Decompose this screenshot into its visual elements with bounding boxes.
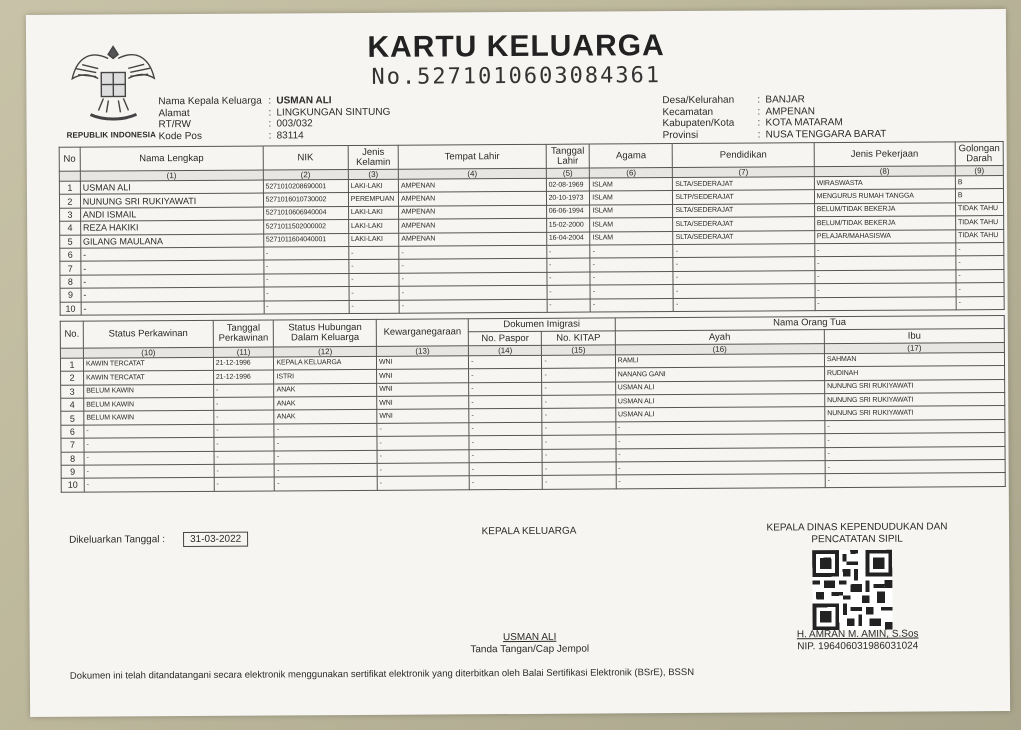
table-cell: 7 [61,438,84,452]
table-cell: - [213,397,274,411]
table-cell: - [81,247,264,262]
th-pendidikan: Pendidikan [673,143,814,168]
table-cell: B [955,176,1003,190]
table-cell: 8 [61,452,84,466]
table-cell: - [815,296,956,310]
table-cell: - [264,287,349,301]
rtrw-value: 003/032 [276,118,313,130]
table-cell: - [547,258,591,272]
th-nik: NIK [263,146,348,171]
table-cell: - [815,256,956,270]
th-tanggal-lahir: Tanggal Lahir [546,144,590,168]
table-cell: WNI [376,356,468,370]
republik-indonesia-label: REPUBLIK INDONESIA [66,130,157,140]
table-cell: 21-12-1996 [213,357,274,371]
table-cell: - [81,274,264,289]
table-cell: - [349,246,399,260]
colnum: (7) [673,167,814,178]
colnum: (11) [213,347,274,357]
table-cell: - [274,423,377,437]
dinas-title [747,521,967,546]
table-cell: - [547,285,591,299]
header-left-info: Nama Kepala Keluarga : USMAN ALI Alamat : LINGKUNGAN SINTUNG RT/RW : 003/032 Kode Pos : 83114 [158,95,391,142]
table-cell: SLTA/SEDERAJAT [673,203,814,217]
provinsi-label: Provinsi [662,129,699,141]
table-cell: - [469,369,542,383]
table-cell: 8 [60,275,81,289]
table-cell: - [542,381,615,395]
table-cell: - [590,285,673,299]
table-cell: - [81,260,264,275]
table-cell: - [377,463,469,477]
table-cell: - [263,246,348,260]
table-cell: - [825,433,1005,447]
garuda-emblem-icon [68,38,159,129]
table-cell: 4 [60,221,81,235]
th-tempat-lahir: Tempat Lahir [398,144,546,169]
table1-body [59,176,1004,316]
table-cell: USMAN ALI [615,407,824,422]
table-cell: KAWIN TERCATAT [84,371,214,385]
table-cell: 10 [60,302,81,316]
table-cell: NUNUNG SRI RUKIYAWATI [825,406,1005,420]
table-cell: KAWIN TERCATAT [83,357,213,371]
table-cell: PELAJAR/MAHASISWA [814,229,955,243]
colnum: (5) [546,168,590,178]
colnum: (3) [348,169,398,179]
table-cell: NANANG GANI [615,367,824,382]
official-nip: NIP. 196406031986031024 [797,640,919,653]
table-cell: LAKI-LAKI [348,206,398,220]
table-cell: GILANG MAULANA [80,234,263,249]
table-cell: 5 [60,235,81,249]
table-cell: 5 [61,411,84,425]
alamat-value: LINGKUNGAN SINTUNG [276,106,391,118]
table-cell: AMPENAN [399,205,547,219]
table-cell: - [542,435,615,449]
table-cell: 2 [61,371,84,385]
issued-date-section [69,532,248,548]
table-cell: USMAN ALI [80,180,263,195]
table-cell: BELUM/TIDAK BEKERJA [814,203,955,217]
table-cell: WNI [377,382,469,396]
table-cell: 10 [61,478,84,492]
table-cell: 9 [60,288,81,302]
table-cell: ISLAM [590,231,673,245]
colnum: (16) [615,343,824,354]
th2-kitap: No. KITAP [542,331,615,345]
table-cell: PEREMPUAN [348,193,398,207]
table-cell: - [616,447,825,462]
kepala-keluarga-label: Nama Kepala Keluarga [158,95,262,108]
table-cell: - [825,473,1005,487]
table-cell: - [825,459,1005,473]
table-cell: 20-10-1973 [546,191,590,205]
table-cell: - [84,464,214,478]
table-cell: - [264,300,349,314]
table-cell: 5271011604040001 [263,233,348,247]
table-cell: MENGURUS RUMAH TANGGA [814,189,955,203]
kabupaten-value: KOTA MATARAM [765,117,843,129]
table-cell: - [542,462,615,476]
kartu-keluarga-document [26,9,1010,717]
th-golongan-darah: Golongan Darah [955,142,1003,166]
table-cell: - [377,423,469,437]
th-nama: Nama Lengkap [80,146,263,171]
table-cell: SLTP/SEDERAJAT [673,190,814,204]
table-cell: - [469,462,542,476]
table-cell: - [590,298,673,312]
table-cell: ISLAM [590,218,673,232]
table-cell: 5271010606940004 [263,206,348,220]
table-cell: BELUM KAWIN [84,397,214,411]
table-cell: - [956,296,1004,310]
official-name: H. AMRAN M. AMIN, S.Sos [796,628,919,641]
table-cell: - [275,463,378,477]
kecamatan-value: AMPENAN [765,105,815,117]
table-cell: - [590,258,673,272]
table-cell: B [955,189,1003,203]
issued-date: 31-03-2022 [183,532,248,547]
table-cell: - [275,477,378,491]
table-cell: 06-06-1994 [546,205,590,219]
table-cell: WNI [377,396,469,410]
table-cell: - [547,272,591,286]
table-cell: - [399,245,547,259]
table-cell: WNI [377,409,469,423]
table-cell: - [616,474,825,489]
table-cell: RAMLI [615,353,824,368]
th2-dokumen: Dokumen Imigrasi [468,318,615,332]
table-cell: - [542,368,615,382]
issued-label: Dikeluarkan Tanggal : [69,534,166,546]
th2-hubungan: Status Hubungan Dalam Keluarga [274,319,377,346]
colnum: (8) [814,166,955,177]
colnum: (15) [542,345,615,355]
colnum: (12) [274,346,377,357]
header-right-info: Desa/Kelurahan : BANJAR Kecamatan : AMPENAN Kabupaten/Kota : KOTA MATARAM Provinsi : NUSA TENGGARA BARAT [662,94,887,141]
table-cell: 02-08-1969 [546,178,590,192]
table2-body [60,352,1005,492]
colnum: (4) [398,168,546,179]
table-cell: - [264,273,349,287]
table-cell: ANAK [274,410,377,424]
table-cell: - [469,409,542,423]
table-cell: AMPENAN [399,232,547,246]
table-cell: - [81,287,264,302]
table-cell: - [815,283,956,297]
desa-label: Desa/Kelurahan [662,94,735,107]
table-cell: - [399,272,547,286]
table-cell: LAKI-LAKI [348,219,398,233]
table-cell: BELUM KAWIN [84,411,214,425]
kodepos-value: 83114 [276,129,304,141]
table-cell: - [469,476,542,490]
desa-value: BANJAR [765,94,805,106]
table-cell: 1 [60,358,83,372]
table-cell: - [469,355,542,369]
table-cell: 6 [61,425,84,439]
table-cell: - [84,478,214,492]
table-cell: USMAN ALI [615,394,824,409]
table-cell: TIDAK TAHU [955,202,1003,216]
table-cell: - [469,395,542,409]
table-cell: SLTA/SEDERAJAT [673,230,814,244]
kepala-keluarga-signature-name: USMAN ALI [502,631,557,644]
table-cell: SLTA/SEDERAJAT [673,177,814,191]
table-cell: 1 [59,181,80,195]
th2-ayah: Ayah [615,330,824,345]
dinas-line1: KEPALA DINAS KEPENDUDUKAN DAN [766,521,948,534]
table-cell: AMPENAN [399,218,547,232]
table-cell: ANDI ISMAIL [80,207,263,222]
th-no: No [59,147,80,171]
table-cell: - [616,461,825,476]
table-cell: - [274,436,377,450]
family-status-table [60,315,1006,492]
table-cell: 21-12-1996 [213,370,274,384]
qr-code-icon [812,550,892,630]
colnum: (9) [955,166,1003,176]
table-cell: - [825,419,1005,433]
th2-ibu: Ibu [824,329,1004,343]
kepala-keluarga-value: USMAN ALI [276,95,332,107]
table-cell: - [214,410,275,424]
table-cell: LAKI-LAKI [349,233,399,247]
table-cell: - [814,243,955,257]
table-cell: KEPALA KELUARGA [274,356,377,370]
table-cell: - [214,424,275,438]
table-cell: - [673,284,814,298]
table-cell: - [673,244,814,258]
table-cell: - [349,286,399,300]
th2-no: No. [60,321,83,348]
table-cell: BELUM KAWIN [84,384,214,398]
table-cell: - [956,242,1004,256]
th2-status: Status Perkawinan [83,320,213,348]
table-cell: LAKI-LAKI [348,179,398,193]
colnum: (17) [824,342,1004,353]
table-cell: - [213,384,274,398]
table-cell: 5271016010730002 [263,193,348,207]
dinas-line2: PENCATATAN SIPIL [811,533,903,546]
table-cell: BELUM/TIDAK BEKERJA [814,216,955,230]
table-cell: - [542,355,615,369]
th2-tanggal: Tanggal Perkawinan [213,320,274,347]
table-cell: ISTRI [274,370,377,384]
colnum: (13) [376,346,468,357]
table-cell: - [469,422,542,436]
alamat-label: Alamat [158,107,190,119]
table-cell: - [543,475,616,489]
table-cell: 7 [60,262,81,276]
table-cell: 16-04-2004 [546,232,590,246]
kepala-keluarga-label: KEPALA KELUARGA [481,525,577,538]
table-cell: - [956,283,1004,297]
table-cell: - [84,437,214,451]
table-cell: 3 [61,385,84,399]
table-cell: - [399,299,547,313]
table-cell: - [214,451,275,465]
table-cell: WNI [377,369,469,383]
signature-label: Tanda Tangan/Cap Jempol [470,643,590,656]
table-cell: 5271011502000002 [263,220,348,234]
family-members-table [59,141,1005,316]
colnum: (14) [469,345,542,355]
table-cell: ISLAM [590,191,673,205]
table-cell: - [590,271,673,285]
table-cell: NUNUNG SRI RUKIYAWATI [80,193,263,208]
table-cell: - [469,382,542,396]
table-cell: - [469,449,542,463]
table-cell: - [399,285,547,299]
table-cell: WIRASWASTA [814,176,955,190]
table-cell: - [673,257,814,271]
document-title: KARTU KELUARGA [367,29,665,64]
rtrw-label: RT/RW [158,118,191,131]
kabupaten-label: Kabupaten/Kota [662,117,735,130]
table-cell: AMPENAN [399,178,547,192]
th-agama: Agama [589,144,672,169]
table-cell: NUNUNG SRI RUKIYAWATI [825,379,1005,393]
table-cell: - [547,299,591,313]
table-cell: ANAK [274,396,377,410]
colnum: (2) [263,170,348,181]
table-cell: - [542,448,615,462]
table-cell: - [214,464,275,478]
th-pekerjaan: Jenis Pekerjaan [814,142,955,167]
table-cell: 15-02-2000 [546,218,590,232]
table-cell: - [542,408,615,422]
table-cell: ISLAM [590,204,673,218]
table-cell: 3 [60,208,81,222]
table-cell: - [542,395,615,409]
table-cell: - [542,422,615,436]
table-cell: - [956,256,1004,270]
table-cell: - [956,269,1004,283]
table-cell: - [399,259,547,273]
table-cell: - [590,245,673,259]
table-cell: 2 [59,195,80,209]
provinsi-value: NUSA TENGGARA BARAT [765,128,887,140]
table-cell: RUDINAH [824,366,1004,380]
table-cell: - [274,450,377,464]
table-cell: - [673,270,814,284]
kecamatan-label: Kecamatan [662,106,714,118]
document-number: No.5271010603084361 [371,63,662,90]
table-cell: - [81,301,264,316]
table-cell: REZA HAKIKI [80,220,263,235]
table-cell: SLTA/SEDERAJAT [673,217,814,231]
table-cell: - [214,437,275,451]
table-cell: - [377,436,469,450]
colnum: (10) [83,347,213,358]
table-cell: - [469,435,542,449]
table-cell: 4 [61,398,84,412]
th2-orangtua: Nama Orang Tua [615,316,1004,332]
table-cell: - [825,446,1005,460]
table-cell: NUNUNG SRI RUKIYAWATI [825,392,1005,406]
table-cell: - [377,476,469,490]
colnum: (6) [590,168,673,179]
table-cell: - [349,300,399,314]
electronic-signature-note: Dokumen ini telah ditandatangani secara elektronik menggunakan sertifikat elektronik yang diterbitkan oleh Balai Sertifikasi Elektronik (BSrE), BSSN [69,666,695,682]
table-cell: SAHMAN [824,352,1004,366]
table-cell: USMAN ALI [615,380,824,395]
th-jenis-kelamin: Jenis Kelamin [348,145,398,169]
table-cell: TIDAK TAHU [956,229,1004,243]
table-cell: AMPENAN [399,192,547,206]
table-cell: 6 [60,248,81,262]
kodepos-label: Kode Pos [158,130,203,142]
table-cell: - [84,451,214,465]
table-cell: 9 [61,465,84,479]
table-cell: - [349,273,399,287]
table-cell: ISLAM [590,178,673,192]
th2-paspor: No. Paspor [468,332,541,346]
table-cell: - [546,245,590,259]
table-cell: TIDAK TAHU [956,216,1004,230]
table-cell: - [616,434,825,449]
table-cell: - [214,477,275,491]
table-cell: - [615,420,824,435]
table-cell: - [673,297,814,311]
table-cell: - [349,260,399,274]
colnum: (1) [80,170,263,181]
th2-kewarganegaraan: Kewarganegaraan [376,319,468,346]
table-cell: - [377,449,469,463]
table-cell: ANAK [274,383,377,397]
table-cell: - [815,270,956,284]
table-cell: - [263,260,348,274]
table-cell: 5271010208690001 [263,180,348,194]
table-cell: - [84,424,214,438]
